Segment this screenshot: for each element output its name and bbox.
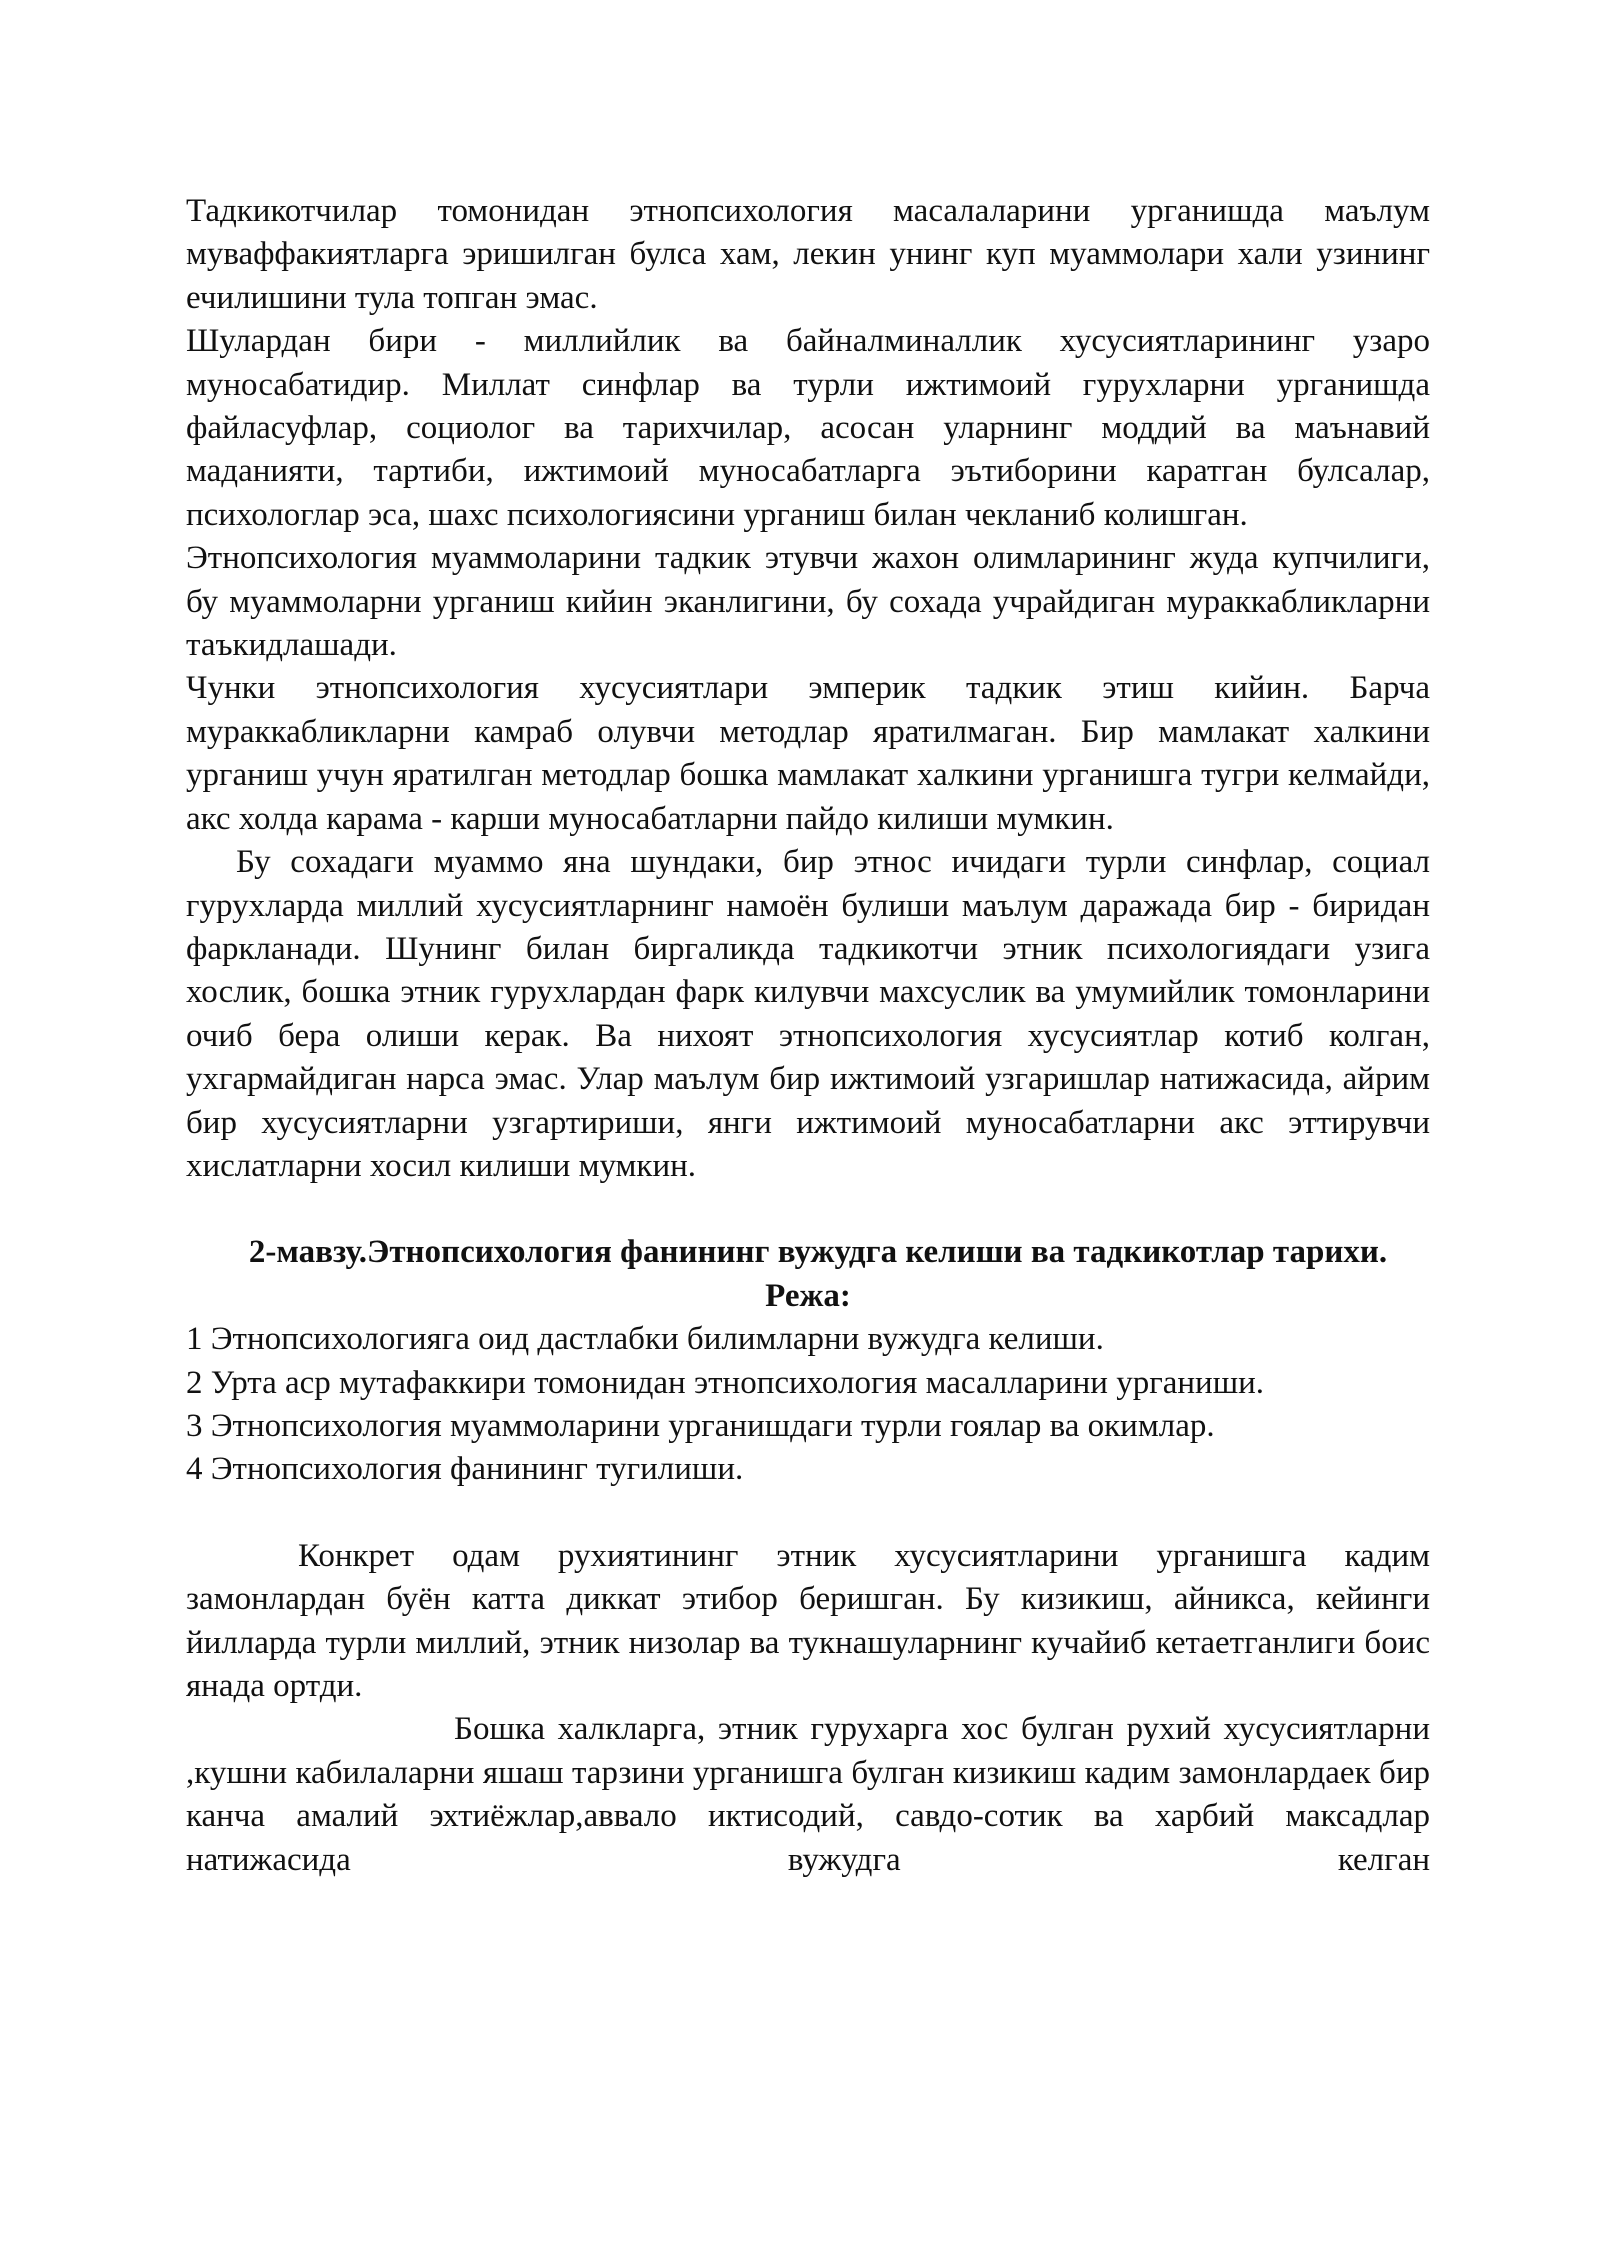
paragraph-practical-needs: Бошка халкларга, этник гурухарга хос булган рухий хусусиятларни ,кушни кабилаларни яшаш тарзини урганишга булган кизикиш кадим замонлардаек бир канча амалий эхтиёжлар,аввало иктисодий, савдо-сотик ва харбий максадлар натижасида вужудга келган [186,1711,1430,1878]
plan-title: Режа: [765,1277,851,1314]
plan-item: 4 Этнопсихология фанининг тугилиши. [186,1451,744,1488]
plan-list [186,1318,1430,1492]
blank-line [186,1492,1430,1535]
paragraph-ethnos-differences: Бу сохадаги муаммо яна шундаки, бир этнос ичидаги турли синфлар, социал гурухларда миллий хусусиятларнинг намоён булиши маълум даражада бир - биридан фаркланади. Шунинг билан биргаликда тадкикотчи этник психологиядаги узига хослик, бошка этник гурухлардан фарк килувчи махсуслик ва умумийлик томонларини очиб бера олиши керак. Ва нихоят этнопсихология хусусиятлар котиб колган, ухгармайдиган нарса эмас. Улар маълум бир ижтимоий узгаришлар натижасида, айрим бир хусусиятларни узгартириши, янги ижтимоий муносабатларни акс эттирувчи хислатларни хосил килиши мумкин. [186,844,1430,1184]
paragraph-empirical-methods: Чунки этнопсихология хусусиятлари эмперик тадкик этиш кийин. Барча мураккабликларни камраб олувчи методлар яратилмаган. Бир мамлакат халкини урганиш учун яратилган методлар бошка мамлакат халкини урганишга тугри келмайди, акс холда карама - карши муносабатларни пайдо килиши мумкин. [186,670,1430,837]
plan-item: 3 Этнопсихология муаммоларини урганишдаги турли гоялар ва окимлар. [186,1407,1215,1444]
topic-heading: 2-мавзу.Этнопсихология фанининг вужудга келиши ва тадкикотлар тарихи. [248,1234,1388,1271]
plan-item: 2 Урта аср мутафаккири томонидан этнопсихология масалларини урганиши. [186,1364,1265,1401]
paragraph-research-problems: Тадкикотчилар томонидан этнопсихология масалаларини урганишда маълум муваффакиятларга эришилган булса хам, лекин унинг куп муаммолари хали узининг ечилишини тула топган эмас. [186,193,1430,316]
document-page [186,190,1430,1882]
paragraph-scientists-difficulties: Этнопсихология муаммоларини тадкик этувчи жахон олимларининг жуда купчилиги, бу муаммоларни урганиш кийин эканлигини, бу сохада учрайдиган мураккабликларни таъкидлашади. [186,540,1430,664]
paragraph-ancient-interest: Конкрет одам рухиятининг этник хусусиятларини урганишга кадим замонлардан буён катта диккат этибор беришган. Бу кизикиш, айникса, кейинги йилларда турли миллий, этник низолар ва тукнашуларнинг кучайиб кетаетганлиги боис янада ортди. [186,1537,1430,1704]
plan-item: 1 Этнопсихологияга оид дастлабки билимларни вужудга келиши. [186,1321,1104,1358]
paragraph-national-international: Шулардан бири - миллийлик ва байналминаллик хусусиятларининг узаро муносабатидир. Миллат синфлар ва турли ижтимоий гурухларни урганишда файласуфлар, социолог ва тарихчилар, асосан уларнинг моддий ва маънавий маданияти, тартиби, ижтимоий муносабатларга эътиборини каратган булсалар, психологлар эса, шахс психологиясини урганиш билан чекланиб колишган. [186,323,1430,533]
